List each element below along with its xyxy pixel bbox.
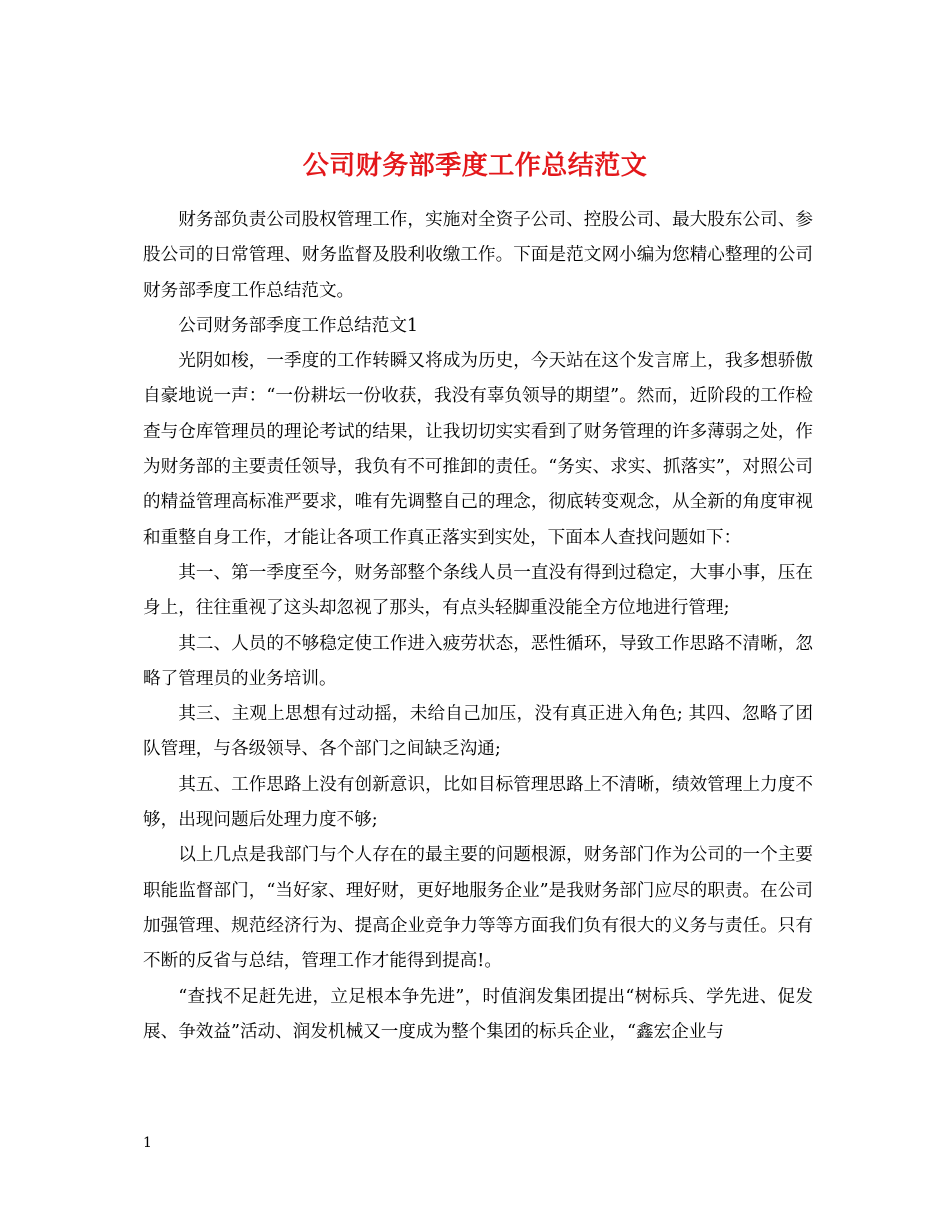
paragraph-issue-3-4: 其三、主观上思想有过动摇，未给自己加压，没有真正进入角色; 其四、忽略了团队管理，与各级领导、各个部门之间缺乏沟通;: [143, 704, 813, 760]
paragraph-issue-1: 其一、第一季度至今，财务部整个条线人员一直没有得到过稳定，大事小事，压在身上，往往重视了这头却忽视了那头，有点头轻脚重没能全方位地进行管理;: [143, 562, 813, 619]
paragraph-reflection: 光阴如梭，一季度的工作转瞬又将成为历史，今天站在这个发言席上，我多想骄傲自豪地说一声：“一份耕坛一份收获，我没有辜负领导的期望”。然而，近阶段的工作检查与仓库管理员的理论考试的结果，让我切切实实看到了财务管理的许多薄弱之处，作为财务部的主要责任领导，我负有不可推卸的责任。“务实、求实、抓落实”，对照公司的精益管理高标准严要求，唯有先调整自己的理念，彻底转变观念，从全新的角度审视和重整自身工作，才能让各项工作真正落实到实处，下面本人查找问题如下：: [143, 351, 813, 548]
document-body: [143, 203, 813, 1050]
page-number: 1: [143, 1135, 152, 1151]
document-title: 公司财务部季度工作总结范文: [302, 151, 648, 182]
paragraph-issue-5: 其五、工作思路上没有创新意识，比如目标管理思路上不清晰，绩效管理上力度不够，出现问题后处理力度不够;: [143, 774, 813, 831]
paragraph-subheading: 公司财务部季度工作总结范文1: [178, 315, 419, 336]
paragraph-issue-2: 其二、人员的不够稳定使工作进入疲劳状态，恶性循环，导致工作思路不清晰，忽略了管理员的业务培训。: [143, 633, 813, 689]
paragraph-summary: 以上几点是我部门与个人存在的最主要的问题根源，财务部门作为公司的一个主要职能监督部门，“当好家、理好财，更好地服务企业”是我财务部门应尽的职责。在公司加强管理、规范经济行为、提高企业竞争力等等方面我们负有很大的义务与责任。只有不断的反省与总结，管理工作才能得到提高!。: [143, 845, 813, 972]
paragraph-intro: 财务部负责公司股权管理工作，实施对全资子公司、控股公司、最大股东公司、参股公司的日常管理、财务监督及股利收缴工作。下面是范文网小编为您精心整理的公司财务部季度工作总结范文。: [143, 210, 813, 301]
paragraph-campaign: “查找不足赶先进，立足根本争先进”，时值润发集团提出“树标兵、学先进、促发展、争效益”活动、润发机械又一度成为整个集团的标兵企业，“鑫宏企业与: [143, 986, 813, 1042]
